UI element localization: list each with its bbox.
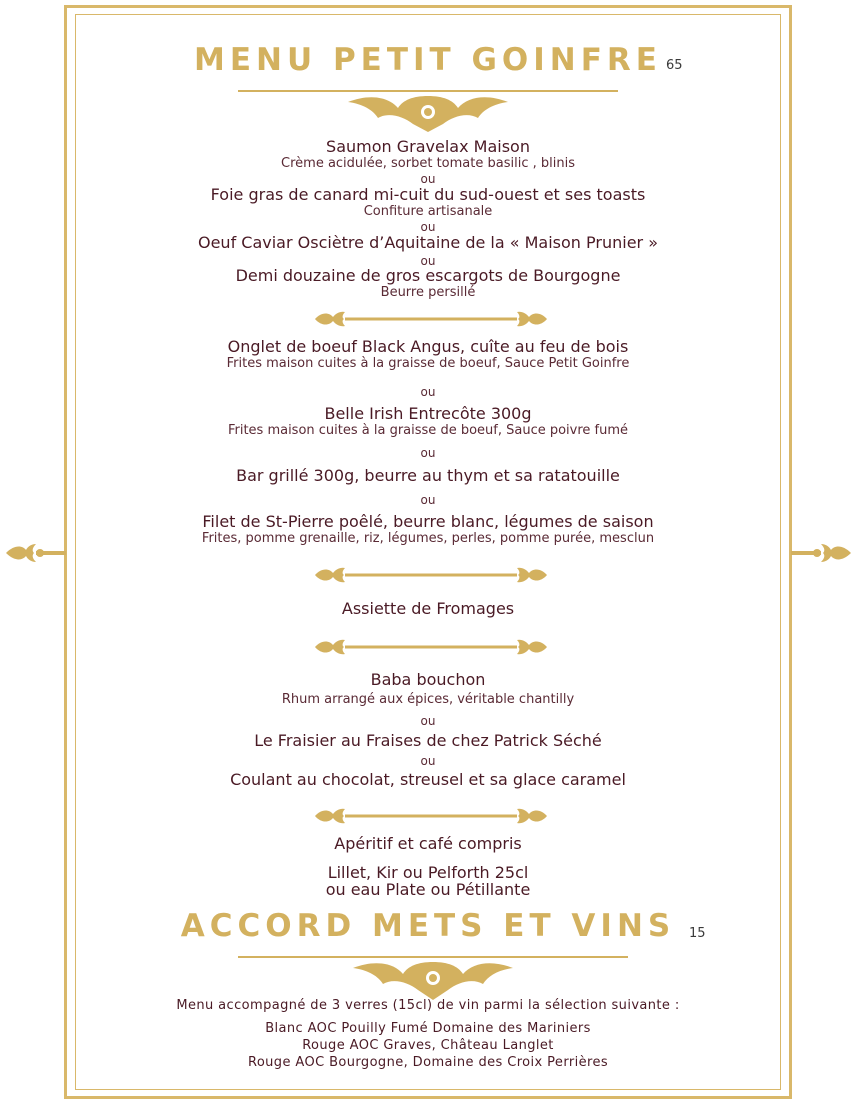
dish-description: Rhum arrangé aux épices, véritable chantilly [281,692,575,707]
dessert-item [75,732,781,750]
or-separator: ou [420,714,436,728]
dish-description: Crème acidulée, sorbet tomate basilic , blinis [281,156,575,171]
divider-ornament-icon [311,306,551,332]
accord-intro: Menu accompagné de 3 verres (15cl) de vin parmi la sélection suivante : [176,998,680,1013]
main-item [75,467,781,485]
dessert-item [75,771,781,789]
wine-item: Rouge AOC Graves, Château Langlet [302,1038,554,1053]
wine-item: Rouge AOC Bourgogne, Domaine des Croix Perrières [247,1055,609,1070]
dish-description: Frites, pomme grenaille, riz, légumes, perles, pomme purée, mesclun [201,531,655,546]
cheese-course: Assiette de Fromages [341,599,515,618]
dish-name: Coulant au chocolat, streusel et sa glace caramel [230,770,626,789]
dish-name: Filet de St-Pierre poêlé, beurre blanc, légumes de saison [202,512,654,531]
or-separator: ou [420,446,436,460]
fleur-ornament-right-icon [791,536,853,570]
fleur-ornament-left-icon [4,536,66,570]
accord-price: 15 [689,926,706,941]
crest-ornament-icon [238,88,618,136]
dish-name: Bar grillé 300g, beurre au thym et sa ratatouille [236,466,620,485]
or-separator: ou [420,493,436,507]
main-item [75,338,781,371]
menu-content [75,14,781,1090]
accord-title: ACCORD METS ET VINS [180,908,676,944]
dish-name: Oeuf Caviar Osciètre d’Aquitaine de la « Maison Prunier » [197,233,658,252]
aperitif-title: Apéritif et café compris [334,834,522,853]
dish-name: Belle Irish Entrecôte 300g [324,404,532,423]
dish-description: Confiture artisanale [363,204,493,219]
entree-item [75,234,781,252]
dish-description: Frites maison cuites à la graisse de boeuf, Sauce Petit Goinfre [226,356,630,371]
menu-price: 65 [666,58,683,73]
dish-name: Demi douzaine de gros escargots de Bourgogne [235,266,621,285]
aperitif-line-2: ou eau Plate ou Pétillante [325,880,531,899]
aperitif-line-1: Lillet, Kir ou Pelforth 25cl [327,863,529,882]
dish-name: Foie gras de canard mi-cuit du sud-ouest et ses toasts [210,185,646,204]
menu-title: MENU PETIT GOINFRE [194,42,662,78]
dish-description: Frites maison cuites à la graisse de boeuf, Sauce poivre fumé [227,423,629,438]
dish-name: Onglet de boeuf Black Angus, cuîte au feu de bois [227,337,629,356]
wine-item: Blanc AOC Pouilly Fumé Domaine des Mariniers [265,1021,591,1036]
entree-item [75,186,781,219]
entree-item [75,138,781,171]
divider-ornament-icon [311,803,551,829]
entree-item [75,267,781,300]
crest-ornament-icon [238,954,628,1004]
main-item [75,513,781,546]
dish-name: Saumon Gravelax Maison [326,137,530,156]
dish-name: Le Fraisier au Fraises de chez Patrick Séché [254,731,602,750]
dessert-item [75,671,781,707]
or-separator: ou [420,220,436,234]
divider-ornament-icon [311,562,551,588]
or-separator: ou [420,754,436,768]
divider-ornament-icon [311,634,551,660]
dish-description: Beurre persillé [380,285,476,300]
main-item [75,405,781,438]
or-separator: ou [420,385,436,399]
or-separator: ou [420,254,436,268]
dish-name: Baba bouchon [370,670,486,689]
or-separator: ou [420,172,436,186]
